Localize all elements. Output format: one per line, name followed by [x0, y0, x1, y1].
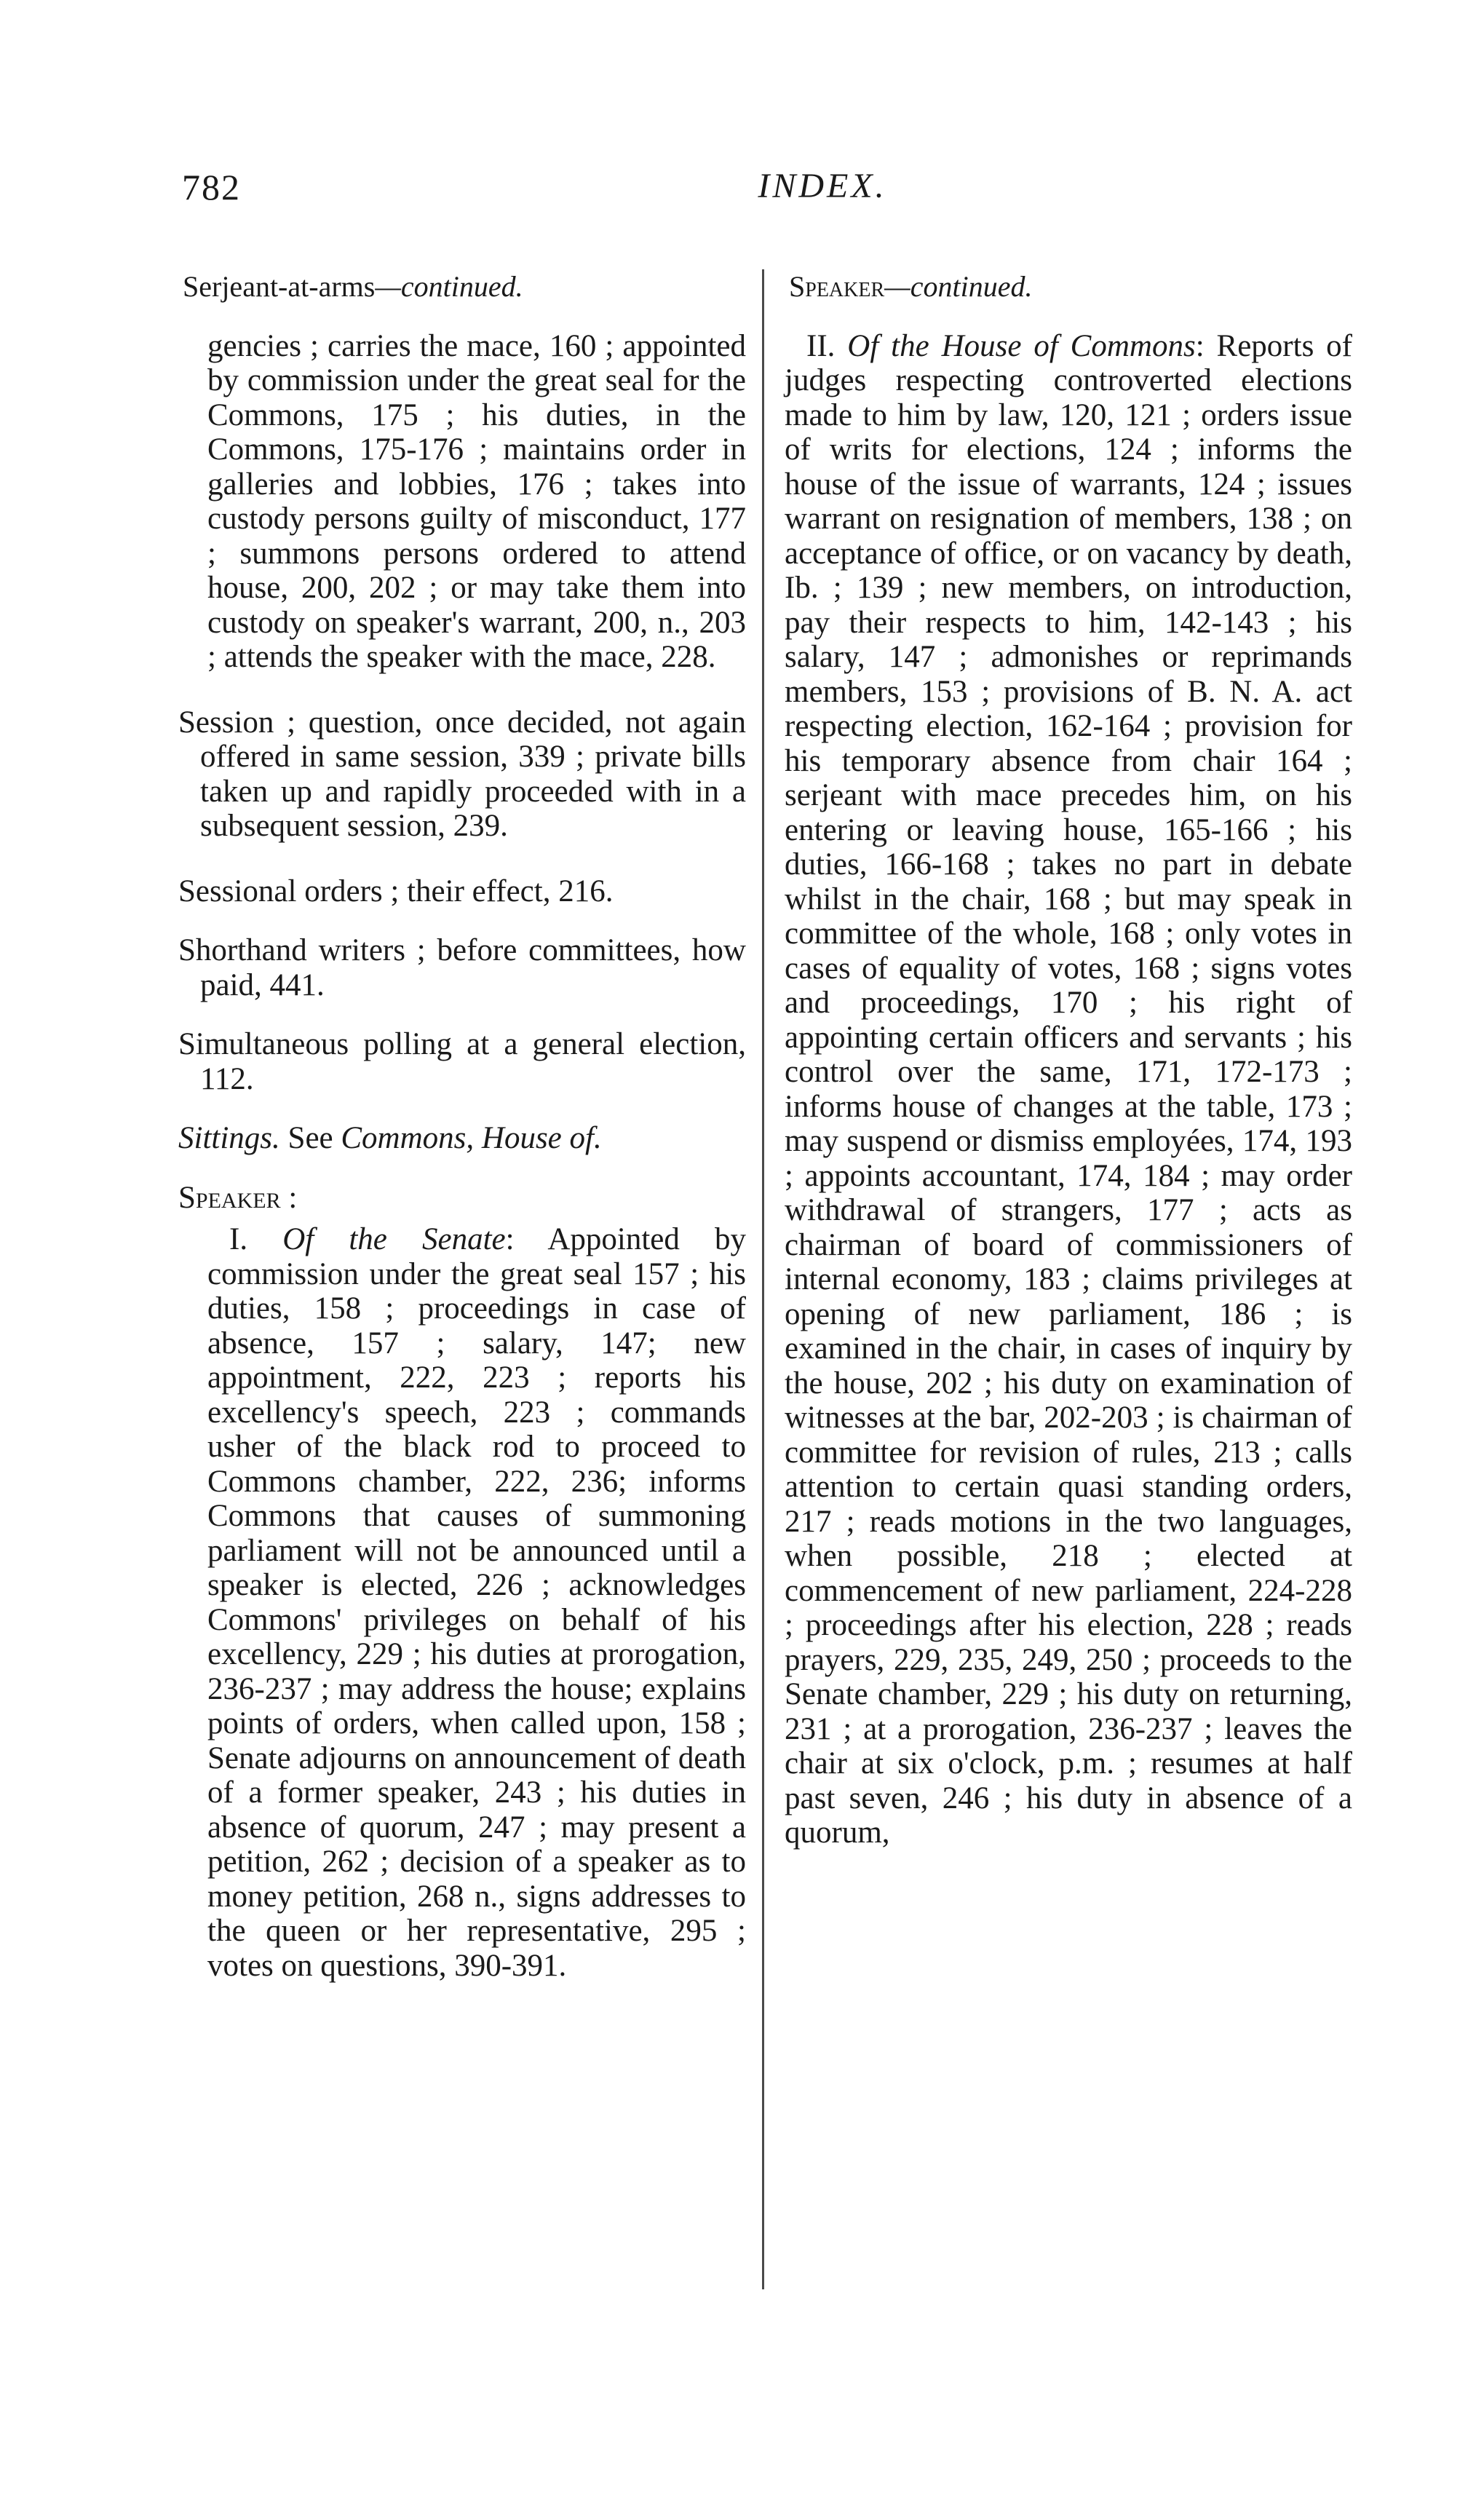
continued-label: —continued.: [884, 270, 1033, 303]
sittings-term: Sittings.: [178, 1121, 280, 1155]
index-entry-shorthand: Shorthand writers ; before committees, how paid, 441.: [178, 933, 746, 1002]
commons-subheading: Of the House of Commons: [847, 328, 1196, 363]
speaker-heading: Speaker :: [178, 1180, 298, 1215]
speaker-commons-entry: [785, 329, 1352, 1850]
continued-heading-left: [183, 269, 746, 304]
senate-numeral: I.: [229, 1222, 248, 1256]
senate-text: : Appointed by commission under the great seal 157 ; his duties, 158 ; proceedings in case of absence, 157 ; salary, 147; new appointment, 222, 223 ; reports his excellency's speech, 223 ; commands usher of the black rod to proceed to Commons chamber, 222, 236; informs Commons that causes of summoning parliament will not be announced until a speaker is elected, 226 ; acknowledges Commons' privileges on behalf of his excellency, 229 ; his duties at prorogation, 236-237 ; may address the house; explains points of orders, when called upon, 158 ; Senate adjourns on announcement of death of a former speaker, 243 ; his duties in absence of quorum, 247 ; may present a petition, 262 ; decision of a speaker as to money petition, 268 n., signs addresses to the queen or her representative, 295 ; votes on questions, 390-391.: [207, 1222, 747, 1983]
sittings-ref: Commons, House of.: [341, 1121, 602, 1155]
index-entry-simultaneous: Simultaneous polling at a general election, 112.: [178, 1027, 746, 1096]
index-entry-sittings: [178, 1121, 746, 1156]
right-column: [785, 269, 1352, 1850]
column-divider: [762, 269, 764, 2289]
page-header: [182, 166, 1361, 231]
senate-subheading: Of the Senate: [282, 1222, 506, 1256]
commons-text: : Reports of judges respecting controverted elections made to him by law, 120, 121 ; orders issue of writs for elections, 124 ; informs the house of the issue of warrants, 124 ; issues warrant on resignation of members, 138 ; on acceptance of office, or on vacancy by death, Ib. ; 139 ; new members, on introduction, pay their respects to him, 142-143 ; his salary, 147 ; admonishes or reprimands members, 153 ; provisions of B. N. A. act respecting election, 162-164 ; provision for his temporary absence from chair 164 ; serjeant with mace precedes him, on his entering or leaving house, 165-166 ; his duties, 166-168 ; takes no part in debate whilst in the chair, 168 ; but may speak in committee of the whole, 168 ; only votes in cases of equality of votes, 168 ; signs votes and proceedings, 170 ; his right of appointing certain officers and servants ; his control over the same, 171, 172-173 ; informs house of changes at the table, 173 ; may suspend or dismiss employées, 174, 193 ; appoints accountant, 174, 184 ; may order withdrawal of strangers, 177 ; acts as chairman of board of commissioners of internal economy, 183 ; claims privileges at opening of new parliament, 186 ; is examined in the chair, in cases of inquiry by the house, 202 ; his duty on examination of witnesses at the bar, 202-203 ; is chairman of committee for revision of rules, 213 ; calls attention to certain quasi standing orders, 217 ; reads motions in the two languages, when possible, 218 ; elected at commencement of new parliament, 224-228 ; proceedings after his election, 228 ; reads prayers, 229, 235, 249, 250 ; proceeds to the Senate chamber, 229 ; his duty on returning, 231 ; at a prorogation, 236-237 ; leaves the chair at six o'clock, p.m. ; resumes at half past seven, 246 ; his duty in absence of a quorum,: [785, 328, 1353, 1850]
index-entry-session: Session ; question, once decided, not again offered in same session, 339 ; private bills taken up and rapidly proceeded with in a subsequent session, 239.: [178, 705, 746, 843]
running-title: INDEX.: [758, 167, 887, 205]
continued-term: Speaker: [789, 270, 885, 303]
sittings-see: See: [287, 1121, 333, 1155]
continued-heading-right: [789, 269, 1352, 304]
continued-label: —continued.: [375, 270, 523, 303]
page-number: 782: [182, 167, 241, 207]
left-column: [178, 269, 746, 1983]
continued-term: Serjeant-at-arms: [183, 270, 376, 303]
index-entry-serjeant: gencies ; carries the mace, 160 ; appointed by commission under the great seal for the Commons, 175 ; his duties, in the Commons, 175-176 ; maintains order in galleries and lobbies, 176 ; takes into custody persons guilty of misconduct, 177 ; summons persons ordered to attend house, 200, 202 ; or may take them into custody on speaker's warrant, 200, n., 203 ; attends the speaker with the mace, 228.: [207, 328, 746, 674]
index-entry-sessional-orders: Sessional orders ; their effect, 216.: [178, 874, 614, 908]
commons-numeral: II.: [806, 328, 836, 363]
speaker-senate-entry: [178, 1222, 746, 1983]
